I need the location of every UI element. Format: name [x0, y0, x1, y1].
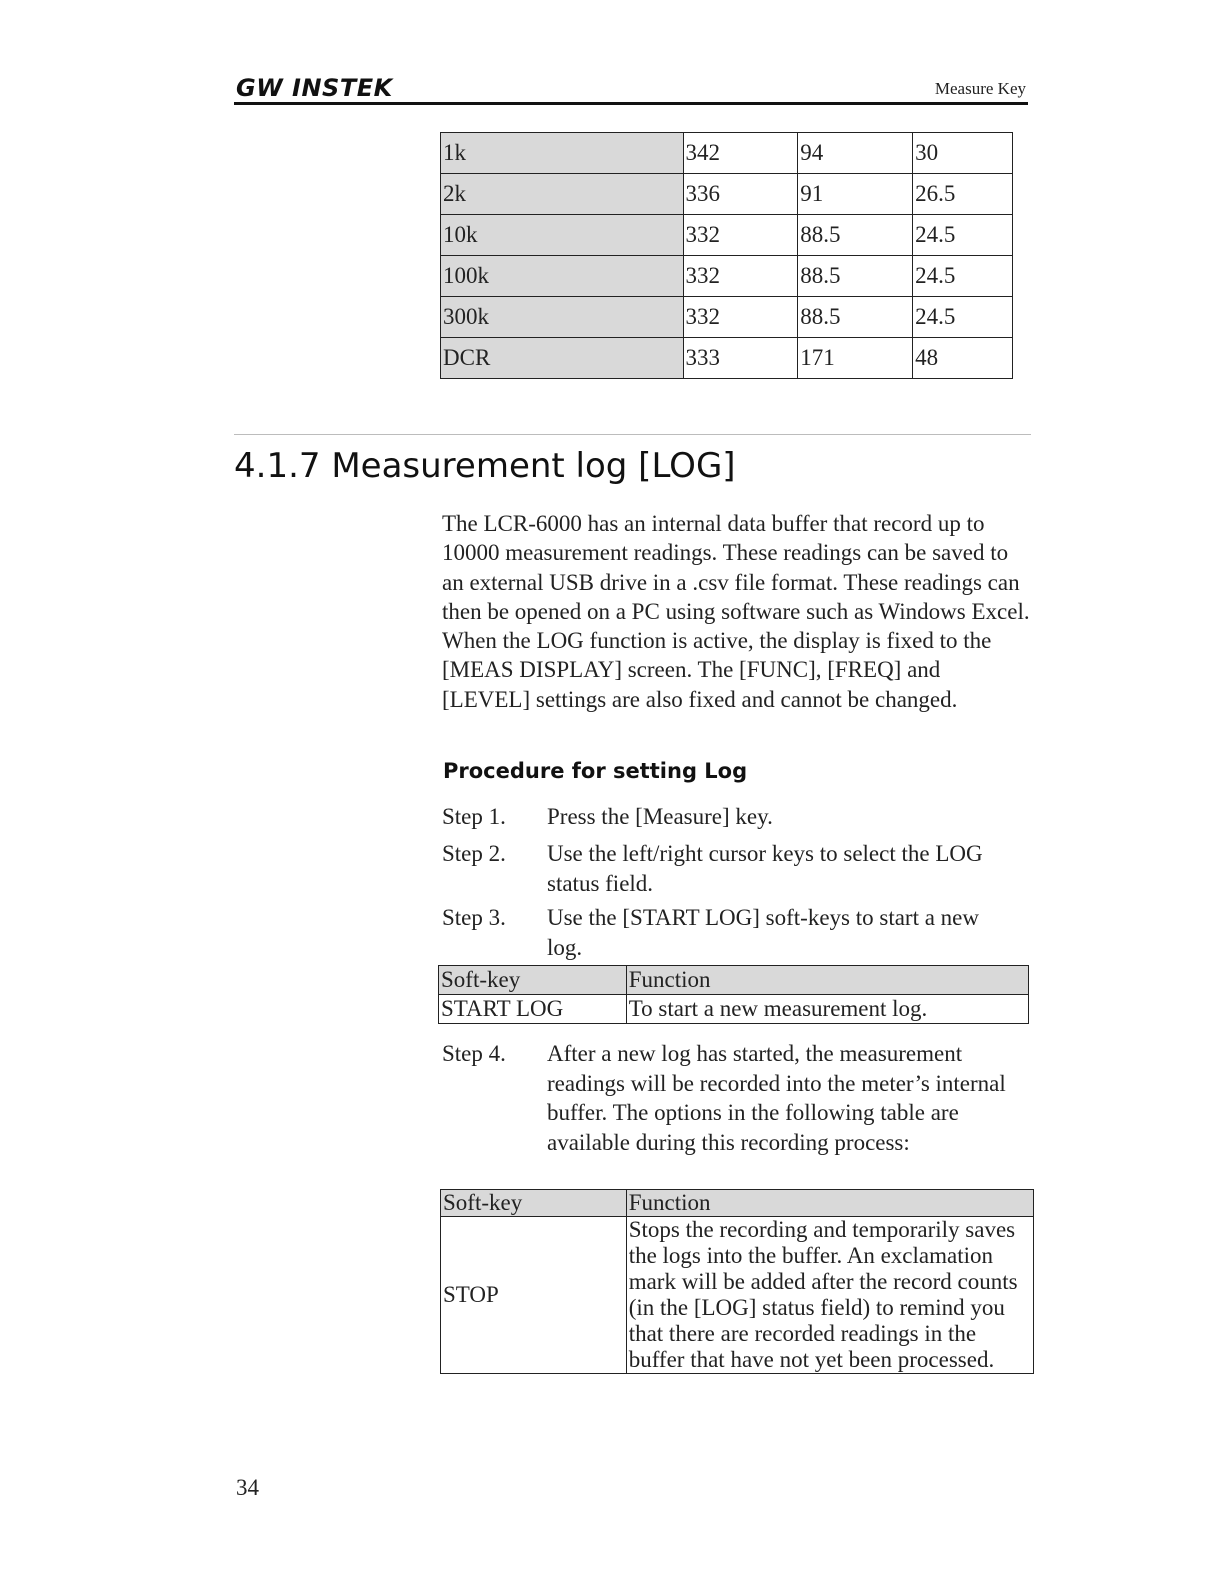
table-cell: 332	[683, 256, 798, 297]
table-row	[441, 297, 1013, 338]
table-header-cell: Function	[626, 966, 1028, 995]
step-label: Step 1.	[442, 804, 506, 829]
table-cell: 10k	[441, 215, 684, 256]
table-cell: 94	[798, 133, 913, 174]
table-cell: 2k	[441, 174, 684, 215]
table-header-cell: Soft-key	[439, 966, 627, 995]
table-cell: 88.5	[798, 297, 913, 338]
intro-paragraph: The LCR-6000 has an internal data buffer that record up to 10000 measurement readings. These readings can be saved to an external USB drive in a .csv file format. These readings can then be opened on a PC using software such as Windows Excel. When the LOG function is active, the display is fixed to the [MEAS DISPLAY] screen. The [FUNC], [FREQ] and [LEVEL] settings are also fixed and cannot be changed.	[442, 511, 1030, 712]
section-divider	[234, 434, 1031, 435]
table-cell: To start a new measurement log.	[626, 995, 1028, 1024]
running-section-title: Measure Key	[934, 79, 1026, 98]
step-item	[442, 1039, 1022, 1189]
brand-logo: GW INSTEK	[236, 74, 393, 102]
table-cell: Stops the recording and temporarily saves the logs into the buffer. An exclamation mark will be added after the record counts (in the [LOG] status field) to remind you that there are recorded readings in the buffer that have not yet been processed.	[626, 1217, 1033, 1374]
table-cell: 1k	[441, 133, 684, 174]
step-item	[442, 903, 1022, 963]
table-cell: 342	[683, 133, 798, 174]
table-row	[439, 995, 1029, 1024]
table-row	[441, 338, 1013, 379]
step-label: Step 3.	[442, 905, 506, 930]
table-cell: STOP	[441, 1217, 627, 1374]
table-cell: 333	[683, 338, 798, 379]
frequency-table	[440, 132, 1013, 379]
table-cell: 24.5	[913, 297, 1013, 338]
table-cell: 336	[683, 174, 798, 215]
procedure-heading: Procedure for setting Log	[443, 759, 748, 783]
step-item	[442, 839, 1022, 899]
table-row	[441, 174, 1013, 215]
table-cell: 30	[913, 133, 1013, 174]
step-text: Press the [Measure] key.	[547, 804, 773, 829]
table-cell: 171	[798, 338, 913, 379]
page-header	[234, 72, 1028, 106]
table-header-row	[439, 966, 1029, 995]
table-cell: 332	[683, 297, 798, 338]
page-number: 34	[236, 1475, 259, 1500]
step-item	[442, 802, 1022, 832]
softkey-table-recording	[440, 1189, 1034, 1374]
table-header-cell: Soft-key	[441, 1190, 627, 1217]
header-rule	[234, 102, 1028, 105]
table-cell: 24.5	[913, 215, 1013, 256]
table-cell: DCR	[441, 338, 684, 379]
softkey-table-start	[438, 965, 1029, 1024]
table-cell: 91	[798, 174, 913, 215]
table-row	[441, 215, 1013, 256]
table-cell: 88.5	[798, 215, 913, 256]
table-cell: 26.5	[913, 174, 1013, 215]
table-cell: 48	[913, 338, 1013, 379]
table-cell: 88.5	[798, 256, 913, 297]
table-header-cell: Function	[626, 1190, 1033, 1217]
table-cell: 332	[683, 215, 798, 256]
table-row	[441, 133, 1013, 174]
step-text: Use the [START LOG] soft-keys to start a new log.	[547, 905, 979, 960]
table-row	[441, 1217, 1034, 1374]
table-cell: 24.5	[913, 256, 1013, 297]
table-cell: START LOG	[439, 995, 627, 1024]
step-label: Step 4.	[442, 1041, 506, 1066]
table-cell: 300k	[441, 297, 684, 338]
step-label: Step 2.	[442, 841, 506, 866]
step-text: After a new log has started, the measurement readings will be recorded into the meter’s internal buffer. The options in the following table are available during this recording process:	[547, 1041, 1006, 1155]
table-cell: 100k	[441, 256, 684, 297]
table-header-row	[441, 1190, 1034, 1217]
section-title: 4.1.7 Measurement log [LOG]	[234, 446, 736, 486]
table-row	[441, 256, 1013, 297]
step-text: Use the left/right cursor keys to select the LOG status field.	[547, 841, 983, 896]
